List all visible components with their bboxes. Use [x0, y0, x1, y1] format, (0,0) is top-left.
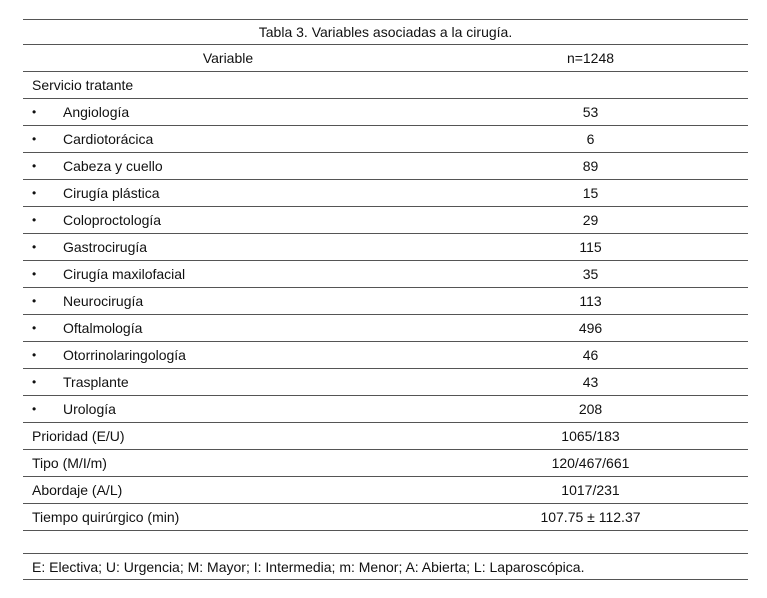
- footnote-spacer: [23, 531, 748, 554]
- bullet-icon: •: [32, 348, 37, 362]
- row-label: Cirugía maxilofacial: [63, 266, 186, 282]
- row-value: 115: [579, 239, 602, 255]
- row-label: Oftalmología: [63, 320, 143, 336]
- table-row: [23, 153, 748, 180]
- row-value: 35: [582, 266, 599, 282]
- row-label: Coloproctología: [63, 212, 162, 228]
- row-value: 120/467/661: [551, 455, 630, 471]
- table-footnote: E: Electiva; U: Urgencia; M: Mayor; I: Intermedia; m: Menor; A: Abierta; L: Laparoscópica.: [23, 554, 748, 580]
- row-variable: [23, 239, 433, 255]
- services-list: [23, 99, 748, 423]
- row-label: Trasplante: [63, 374, 129, 390]
- section-row: [23, 72, 748, 99]
- bullet-icon: •: [32, 159, 37, 173]
- table-title: Tabla 3. Variables asociadas a la cirugía.: [23, 19, 748, 45]
- table-row: [23, 315, 748, 342]
- table-row: [23, 396, 748, 423]
- section-label: Servicio tratante: [32, 77, 134, 93]
- row-label: Cardiotorácica: [63, 131, 154, 147]
- bullet-icon: •: [32, 375, 37, 389]
- bullet-icon: •: [32, 402, 37, 416]
- row-variable: [23, 158, 433, 174]
- bullet-icon: •: [32, 105, 37, 119]
- row-variable: [23, 347, 433, 363]
- table-container: [23, 19, 748, 580]
- table-row: [23, 207, 748, 234]
- table-row: [23, 126, 748, 153]
- other-rows: [23, 423, 748, 531]
- row-variable: [23, 401, 433, 417]
- table-row: [23, 99, 748, 126]
- header-n: n=1248: [566, 50, 615, 66]
- row-value: 46: [582, 347, 599, 363]
- row-value: 53: [582, 104, 599, 120]
- row-variable: [23, 131, 433, 147]
- table-header: [23, 45, 748, 72]
- bullet-icon: •: [32, 294, 37, 308]
- row-value: 496: [578, 320, 603, 336]
- row-value: 1017/231: [561, 482, 620, 498]
- row-value: 113: [579, 293, 602, 309]
- row-variable: [23, 212, 433, 228]
- row-label: Tiempo quirúrgico (min): [32, 509, 180, 525]
- row-label: Tipo (M/I/m): [32, 455, 107, 471]
- row-value: 6: [586, 131, 595, 147]
- bullet-icon: •: [32, 213, 37, 227]
- row-variable: [23, 104, 433, 120]
- row-variable: [23, 293, 433, 309]
- row-variable: [23, 320, 433, 336]
- row-label: Neurocirugía: [63, 293, 144, 309]
- table-row: [23, 423, 748, 450]
- row-value: 1065/183: [561, 428, 620, 444]
- row-label: Angiología: [63, 104, 130, 120]
- table-row: [23, 180, 748, 207]
- bullet-icon: •: [32, 186, 37, 200]
- bullet-icon: •: [32, 240, 37, 254]
- table-row: [23, 477, 748, 504]
- row-value: 29: [582, 212, 599, 228]
- row-label: Prioridad (E/U): [32, 428, 125, 444]
- bullet-icon: •: [32, 321, 37, 335]
- row-value: 43: [582, 374, 599, 390]
- row-variable: [23, 374, 433, 390]
- table-row: [23, 450, 748, 477]
- row-variable: [23, 185, 433, 201]
- row-label: Cirugía plástica: [63, 185, 160, 201]
- row-value: 15: [582, 185, 599, 201]
- row-value: 208: [578, 401, 603, 417]
- bullet-icon: •: [32, 267, 37, 281]
- row-label: Otorrinolaringología: [63, 347, 186, 363]
- row-variable: [23, 266, 433, 282]
- table-row: [23, 369, 748, 396]
- row-label: Abordaje (A/L): [32, 482, 123, 498]
- table-row: [23, 342, 748, 369]
- table-row: [23, 288, 748, 315]
- table-row: [23, 234, 748, 261]
- row-label: Urología: [63, 401, 116, 417]
- row-label: Gastrocirugía: [63, 239, 148, 255]
- table-row: [23, 261, 748, 288]
- header-variable: Variable: [202, 50, 254, 66]
- row-value: 107.75 ± 112.37: [540, 509, 641, 525]
- bullet-icon: •: [32, 132, 37, 146]
- row-value: 89: [582, 158, 599, 174]
- table-row: [23, 504, 748, 531]
- row-label: Cabeza y cuello: [63, 158, 163, 174]
